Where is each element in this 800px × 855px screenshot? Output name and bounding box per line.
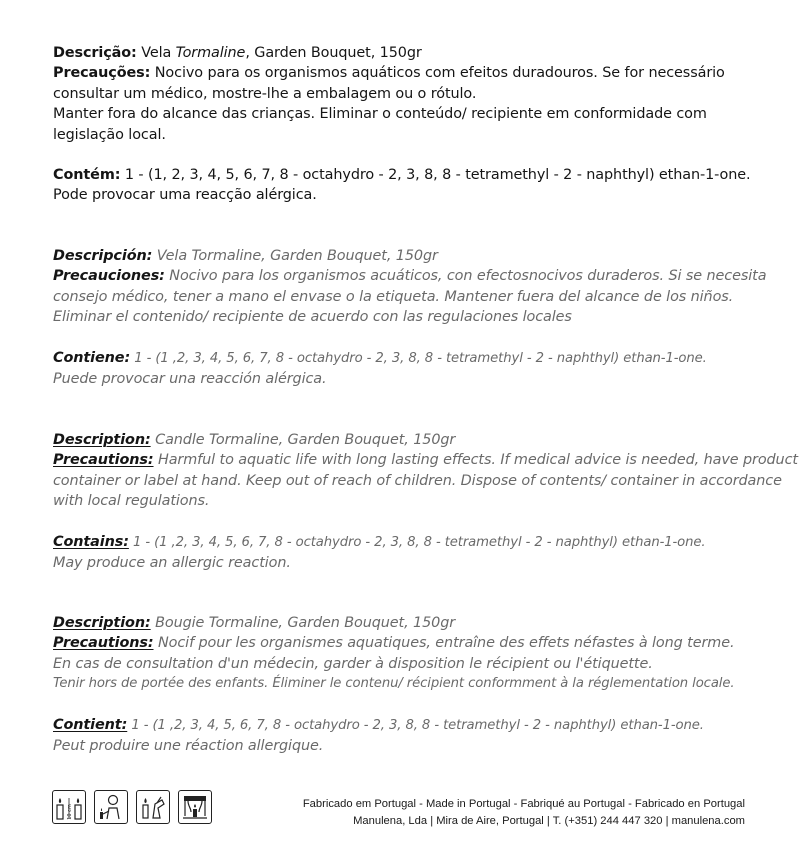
fr-contains-text: 1 - (1 ,2, 3, 4, 5, 6, 7, 8 - octahydro - 2, 3, 8, 8 - tetramethyl - 2 - naphthyl) ethan-1-one. [127, 717, 704, 733]
fr-contains-label: Contient: [53, 716, 128, 733]
keep-away-from-children-icon [94, 790, 128, 824]
pt-precautions-text-1: Nocivo para os organismos aquáticos com efeitos duradouros. Se for necessário [150, 65, 725, 82]
en-contains-label: Contains: [53, 533, 129, 550]
no-drafts-icon [178, 790, 212, 824]
pt-description-line [53, 43, 753, 63]
en-precautions-line-1 [53, 450, 798, 470]
fr-contains-line [53, 715, 753, 736]
fr-precautions-line-3: Tenir hors de portée des enfants. Éliminer le contenu/ récipient conformment à la réglementation locale. [53, 676, 735, 692]
fr-description-text: Bougie Tormaline, Garden Bouquet, 150gr [150, 615, 456, 631]
fr-precautions-line-1 [53, 633, 753, 653]
spanish-section [53, 246, 767, 389]
pt-precautions-label: Precauções: [53, 65, 151, 82]
pt-description-suffix: , Garden Bouquet, 150gr [245, 45, 422, 61]
pt-contains-label: Contém: [53, 167, 121, 184]
pt-product-name: Tormaline [175, 45, 246, 61]
es-description-line [53, 246, 753, 266]
pt-contains-line [53, 165, 753, 185]
en-precautions-line-2: container or label at hand. Keep out of reach of children. Dispose of contents/ container in accordance [53, 472, 782, 489]
fr-precautions-text-1: Nocif pour les organismes aquatiques, entraîne des effets néfastes à long terme. [153, 635, 735, 652]
pt-description-label: Descrição: [53, 45, 137, 61]
es-precautions-line-1 [53, 266, 767, 286]
english-section [53, 430, 798, 573]
en-precautions-line-3: with local regulations. [53, 493, 210, 510]
en-contains-text: 1 - (1 ,2, 3, 4, 5, 6, 7, 8 - octahydro - 2, 3, 8, 8 - tetramethyl - 2 - naphthyl) ethan-1-one. [128, 534, 706, 550]
es-contains-text: 1 - (1 ,2, 3, 4, 5, 6, 7, 8 - octahydro - 2, 3, 8, 8 - tetramethyl - 2 - naphthyl) ethan-1-one. [130, 350, 707, 366]
en-description-line [53, 430, 753, 450]
en-precautions-text-1: Harmful to aquatic life with long lasting effects. If medical advice is needed, have product [153, 452, 798, 469]
pt-precautions-line-2: consultar um médico, mostre-lhe a embalagem ou o rótulo. [53, 85, 477, 102]
pt-precautions-line-4: legislação local. [53, 126, 166, 143]
french-section [53, 613, 753, 756]
en-contains-line [53, 532, 753, 553]
pt-precautions-line-1 [53, 63, 753, 83]
es-precautions-label: Precauciones: [53, 268, 165, 285]
pt-precautions-line-3: Manter fora do alcance das crianças. Eliminar o conteúdo/ recipiente em conformidade com [53, 106, 707, 123]
distance-label: 10 cm [67, 804, 73, 820]
safety-pictograms [52, 790, 212, 824]
es-precautions-line-3: Eliminar el contenido/ recipiente de acuerdo con las regulaciones locales [53, 309, 572, 326]
pt-contains-text: 1 - (1, 2, 3, 4, 5, 6, 7, 8 - octahydro - 2, 3, 8, 8 - tetramethyl - 2 - naphthyl) ethan-1-one. [120, 167, 751, 184]
en-description-label: Description: [53, 432, 151, 448]
es-contains-label: Contiene: [53, 349, 131, 366]
en-reaction-line: May produce an allergic reaction. [53, 555, 291, 572]
candle-distance-icon [52, 790, 86, 824]
es-description-text: Vela Tormaline, Garden Bouquet, 150gr [152, 248, 438, 264]
pt-reaction-line: Pode provocar uma reacção alérgica. [53, 187, 317, 204]
company-contact-line: Manulena, Lda | Mira de Aire, Portugal | T. (+351) 244 447 320 | manulena.com [353, 815, 745, 827]
keep-away-from-flammables-icon [136, 790, 170, 824]
manufacturer-footer [303, 796, 745, 830]
fr-description-label: Description: [53, 615, 151, 631]
es-precautions-text-1: Nocivo para los organismos acuáticos, con efectosnocivos duraderos. Si se necesita [164, 268, 767, 285]
en-precautions-label: Precautions: [53, 452, 154, 469]
fr-precautions-line-2: En cas de consultation d'un médecin, garder à disposition le récipient ou l'étiquette. [53, 655, 653, 672]
es-precautions-line-2: consejo médico, tener a mano el envase o la etiqueta. Mantener fuera del alcance de los niños. [53, 288, 734, 305]
fr-precautions-label: Precautions: [53, 635, 154, 652]
fr-reaction-line: Peut produire une réaction allergique. [53, 738, 324, 755]
en-description-text: Candle Tormaline, Garden Bouquet, 150gr [150, 432, 456, 448]
portuguese-section [53, 43, 753, 206]
es-reaction-line: Puede provocar una reacción alérgica. [53, 371, 327, 388]
es-description-label: Descripción: [53, 248, 153, 264]
es-contains-line [53, 348, 753, 369]
pt-description-text: Vela [136, 45, 176, 61]
fr-description-line [53, 613, 753, 633]
made-in-line: Fabricado em Portugal - Made in Portugal - Fabriqué au Portugal - Fabricado en Portugal [302, 798, 745, 810]
